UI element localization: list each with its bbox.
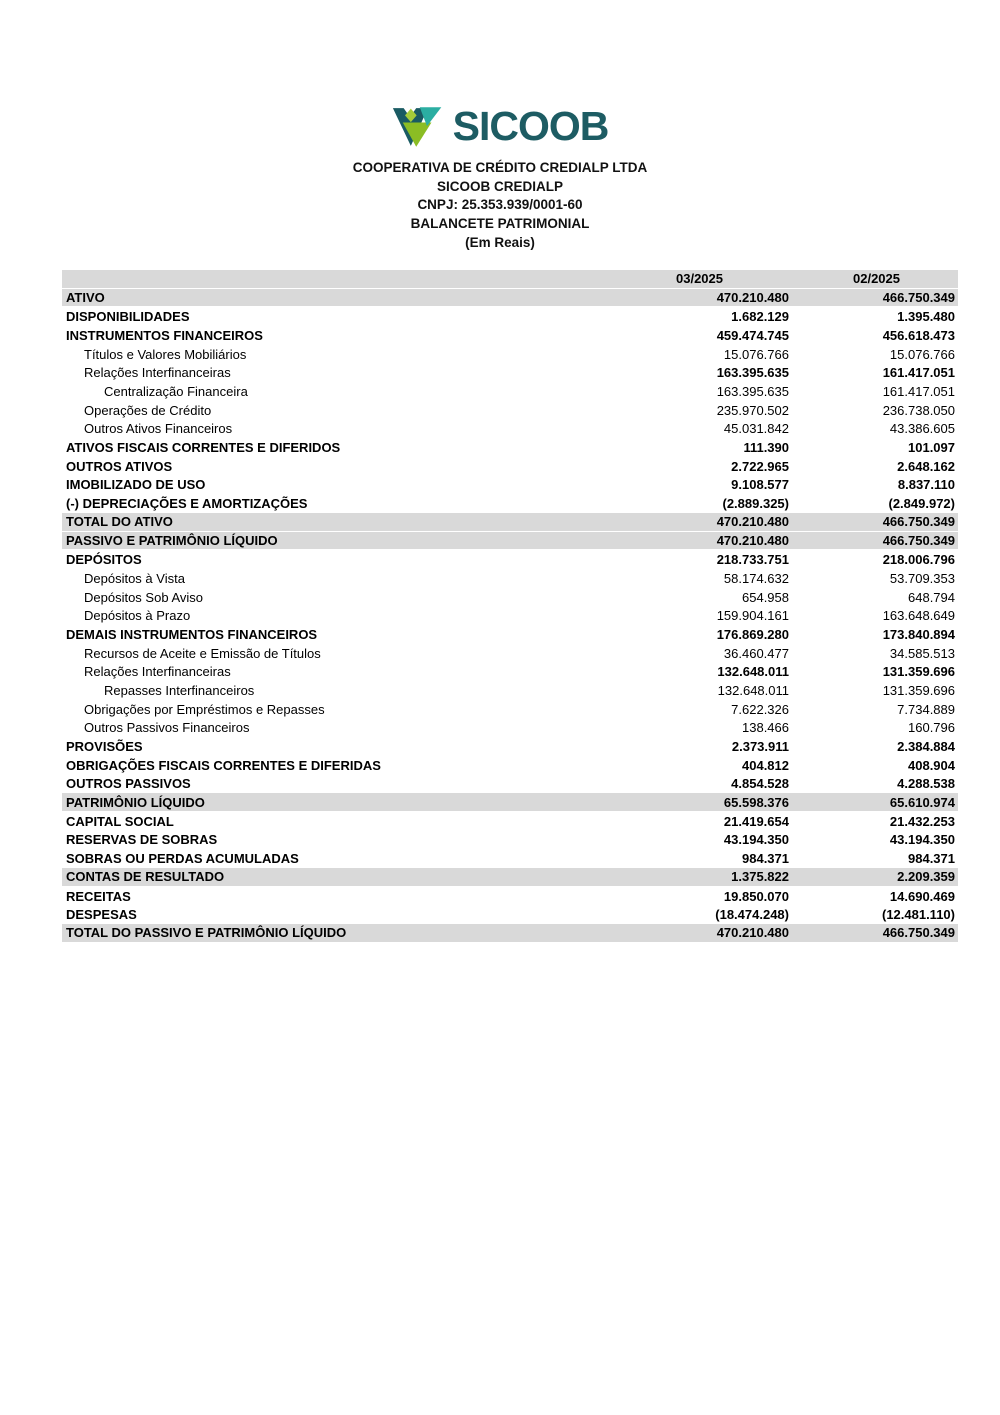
report-title: BALANCETE PATRIMONIAL [410, 216, 590, 232]
account-label: DISPONIBILIDADES [66, 309, 190, 325]
value-current-period: 2.373.911 [731, 739, 789, 755]
table-row [62, 625, 958, 644]
value-current-period: 7.622.326 [731, 701, 789, 717]
value-current-period: 1.682.129 [731, 309, 789, 325]
value-previous-period: 7.734.889 [897, 701, 955, 717]
table-row [62, 457, 958, 476]
table-row [62, 737, 958, 756]
value-previous-period: 43.386.605 [889, 421, 955, 437]
table-row [62, 438, 958, 457]
value-previous-period: 131.359.696 [882, 682, 955, 698]
value-current-period: 470.210.480 [716, 514, 789, 530]
value-previous-period: 163.648.649 [882, 608, 955, 624]
account-label: CONTAS DE RESULTADO [66, 869, 225, 885]
value-current-period: 43.194.350 [723, 832, 789, 848]
table-row [62, 812, 958, 831]
value-previous-period: (12.481.110) [881, 907, 955, 923]
value-previous-period: 2.209.359 [897, 869, 955, 885]
value-previous-period: 65.610.974 [889, 794, 955, 810]
account-label: OUTROS ATIVOS [66, 458, 173, 474]
table-row [62, 363, 958, 382]
value-current-period: (2.889.325) [722, 496, 789, 512]
value-previous-period: 8.837.110 [897, 477, 955, 493]
account-label: OUTROS PASSIVOS [66, 776, 191, 792]
value-current-period: 132.648.011 [717, 682, 789, 698]
value-current-period: 4.854.528 [731, 776, 789, 792]
value-current-period: 163.395.635 [716, 365, 789, 381]
value-current-period: 984.371 [742, 851, 789, 867]
value-previous-period: 14.690.469 [889, 888, 955, 904]
account-label: Recursos de Aceite e Emissão de Títulos [84, 645, 321, 661]
value-current-period: 163.395.635 [716, 383, 789, 399]
column-header-previous: 02/2025 [853, 271, 900, 287]
table-row [62, 756, 958, 775]
document-header [0, 159, 1000, 253]
table-row [62, 868, 958, 887]
account-label: Outros Passivos Financeiros [84, 720, 250, 736]
value-previous-period: 21.432.253 [889, 813, 955, 829]
account-label: CAPITAL SOCIAL [66, 813, 174, 829]
table-row [62, 775, 958, 794]
value-previous-period: 15.076.766 [889, 346, 955, 362]
table-row [62, 905, 958, 924]
sicoob-logo [0, 100, 1000, 154]
account-label: Relações Interfinanceiras [84, 365, 231, 381]
value-current-period: 58.174.632 [723, 570, 789, 586]
value-previous-period: 218.006.796 [882, 552, 955, 568]
value-current-period: 218.733.751 [716, 552, 789, 568]
value-previous-period: 4.288.538 [897, 776, 955, 792]
currency-note: (Em Reais) [465, 234, 535, 250]
value-previous-period: 984.371 [908, 851, 955, 867]
account-label: SOBRAS OU PERDAS ACUMULADAS [66, 851, 299, 867]
balance-table [62, 270, 958, 943]
account-label: RESERVAS DE SOBRAS [66, 832, 218, 848]
value-current-period: 470.210.480 [716, 925, 789, 941]
table-row [62, 289, 958, 308]
account-label: OBRIGAÇÕES FISCAIS CORRENTES E DIFERIDAS [66, 757, 381, 773]
value-current-period: 138.466 [742, 720, 789, 736]
table-row [62, 849, 958, 868]
value-current-period: 2.722.965 [731, 458, 789, 474]
table-row [62, 719, 958, 738]
value-current-period: 159.904.161 [716, 608, 789, 624]
column-header-current: 03/2025 [676, 271, 723, 287]
account-label: ATIVO [66, 290, 105, 306]
value-previous-period: 466.750.349 [882, 514, 955, 530]
account-label: Depósitos Sob Aviso [84, 589, 203, 605]
account-label: Operações de Crédito [84, 402, 212, 418]
value-previous-period: 648.794 [908, 589, 955, 605]
value-previous-period: 466.750.349 [882, 925, 955, 941]
table-row [62, 345, 958, 364]
value-previous-period: 466.750.349 [882, 290, 955, 306]
table-body [62, 289, 958, 943]
value-previous-period: 101.097 [908, 440, 955, 456]
table-row [62, 326, 958, 345]
account-label: Títulos e Valores Mobiliários [84, 346, 247, 362]
account-label: Outros Ativos Financeiros [84, 421, 233, 437]
account-label: ATIVOS FISCAIS CORRENTES E DIFERIDOS [66, 440, 341, 456]
account-label: (-) DEPRECIAÇÕES E AMORTIZAÇÕES [66, 496, 308, 512]
value-current-period: 9.108.577 [731, 477, 789, 493]
account-label: DESPESAS [66, 907, 137, 923]
value-previous-period: 1.395.480 [897, 309, 955, 325]
value-previous-period: (2.849.972) [888, 496, 955, 512]
account-label: Depósitos à Prazo [84, 608, 191, 624]
account-label: IMOBILIZADO DE USO [66, 477, 206, 493]
table-row [62, 831, 958, 850]
value-current-period: 1.375.822 [731, 869, 789, 885]
table-row [62, 420, 958, 439]
company-name: COOPERATIVA DE CRÉDITO CREDIALP LTDA [352, 160, 648, 175]
sicoob-logo-icon [392, 103, 444, 151]
account-label: Repasses Interfinanceiros [104, 682, 255, 698]
value-current-period: 654.958 [742, 589, 789, 605]
value-previous-period: 53.709.353 [889, 570, 955, 586]
value-current-period: 459.474.745 [716, 327, 789, 343]
account-label: Obrigações por Empréstimos e Repasses [84, 701, 325, 717]
sicoob-wordmark: SICOOB [452, 102, 609, 149]
value-current-period: 19.850.070 [723, 888, 789, 904]
account-label: TOTAL DO PASSIVO E PATRIMÔNIO LÍQUIDO [66, 925, 347, 941]
table-row [62, 924, 958, 943]
table-row [62, 532, 958, 551]
table-row [62, 887, 958, 906]
table-row [62, 700, 958, 719]
account-label: INSTRUMENTOS FINANCEIROS [66, 327, 263, 343]
table-header-row [62, 270, 958, 289]
value-previous-period: 34.585.513 [889, 645, 955, 661]
value-previous-period: 408.904 [908, 757, 955, 773]
account-label: Depósitos à Vista [84, 570, 185, 586]
table-row [62, 550, 958, 569]
table-row [62, 476, 958, 495]
value-previous-period: 466.750.349 [882, 532, 955, 548]
account-label: TOTAL DO ATIVO [66, 514, 173, 530]
value-current-period: 65.598.376 [723, 794, 789, 810]
table-row [62, 569, 958, 588]
table-row [62, 793, 958, 812]
table-row [62, 307, 958, 326]
table-row [62, 662, 958, 681]
table-row [62, 513, 958, 532]
table-row [62, 644, 958, 663]
account-label: PATRIMÔNIO LÍQUIDO [66, 794, 205, 810]
value-current-period: 404.812 [742, 757, 789, 773]
value-previous-period: 43.194.350 [889, 832, 955, 848]
value-current-period: 36.460.477 [723, 645, 789, 661]
value-current-period: 111.390 [743, 440, 789, 456]
cnpj: CNPJ: 25.353.939/0001-60 [417, 197, 583, 213]
account-label: DEPÓSITOS [66, 552, 142, 568]
value-previous-period: 236.738.050 [882, 402, 955, 418]
value-current-period: (18.474.248) [715, 907, 789, 923]
value-previous-period: 160.796 [908, 720, 955, 736]
value-previous-period: 161.417.051 [882, 365, 955, 381]
table-row [62, 494, 958, 513]
account-label: PASSIVO E PATRIMÔNIO LÍQUIDO [66, 532, 278, 548]
value-current-period: 235.970.502 [716, 402, 789, 418]
value-current-period: 45.031.842 [723, 421, 789, 437]
table-row [62, 681, 958, 700]
value-current-period: 21.419.654 [723, 813, 789, 829]
account-label: Relações Interfinanceiras [84, 664, 231, 680]
value-current-period: 15.076.766 [723, 346, 789, 362]
value-current-period: 176.869.280 [716, 626, 789, 642]
value-previous-period: 2.648.162 [897, 458, 955, 474]
value-previous-period: 131.359.696 [882, 664, 955, 680]
account-label: Centralização Financeira [104, 383, 248, 399]
table-row [62, 401, 958, 420]
value-previous-period: 456.618.473 [882, 327, 955, 343]
value-current-period: 470.210.480 [716, 532, 789, 548]
account-label: PROVISÕES [66, 739, 143, 755]
value-previous-period: 161.417.051 [882, 383, 955, 399]
account-label: RECEITAS [66, 888, 131, 904]
table-row [62, 606, 958, 625]
value-previous-period: 2.384.884 [897, 739, 955, 755]
value-current-period: 470.210.480 [716, 290, 789, 306]
table-row [62, 588, 958, 607]
cooperative-name: SICOOB CREDIALP [436, 178, 563, 194]
account-label: DEMAIS INSTRUMENTOS FINANCEIROS [66, 626, 318, 642]
table-row [62, 382, 958, 401]
value-previous-period: 173.840.894 [882, 626, 955, 642]
value-current-period: 132.648.011 [717, 664, 789, 680]
